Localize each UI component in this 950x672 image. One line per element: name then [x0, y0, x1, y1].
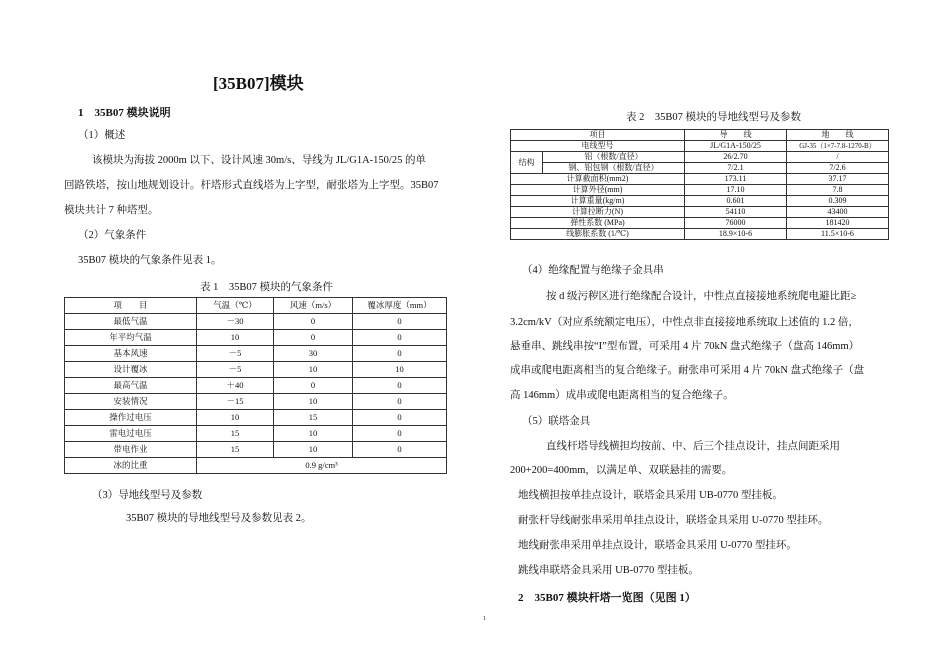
table-row: [511, 174, 889, 185]
table-cell: 15: [197, 442, 274, 458]
table-cell: 181420: [787, 218, 889, 229]
table-cell: 54110: [685, 207, 787, 218]
table-cell: 最高气温: [65, 378, 197, 394]
conductor-intro: 35B07 模块的导地线型号及参数见表 2。: [126, 513, 312, 524]
table-cell: 0: [353, 410, 447, 426]
fitting-line-6: 跳线串联塔金具采用 UB-0770 型挂板。: [518, 565, 699, 576]
subsection-fittings: （5）联塔金具: [522, 416, 591, 427]
table-header-cell: 项 目: [65, 298, 197, 314]
fitting-line-3: 地线横担按单挂点设计，联塔金具采用 UB-0770 型挂板。: [518, 490, 783, 501]
table-cell: 15: [274, 410, 353, 426]
table-header-cell: 导 线: [685, 130, 787, 141]
table-cell: 7.8: [787, 185, 889, 196]
table-cell: 17.10: [685, 185, 787, 196]
table-cell: 0: [353, 394, 447, 410]
table-row: [65, 442, 447, 458]
fitting-line-5: 地线耐张串采用单挂点设计，联塔金具采用 U-0770 型挂环。: [518, 540, 797, 551]
table-cell: 年平均气温: [65, 330, 197, 346]
table-cell: 10: [353, 362, 447, 378]
table-cell: /: [787, 152, 889, 163]
table-cell: 安装情况: [65, 394, 197, 410]
table-row: [511, 141, 889, 152]
table-cell: 冰的比重: [65, 458, 197, 474]
table-row: [65, 426, 447, 442]
subsection-insulation: （4）绝缘配置与绝缘子金具串: [522, 265, 664, 276]
table-cell: 10: [274, 394, 353, 410]
table-cell: 0: [353, 314, 447, 330]
table-row: [511, 152, 889, 163]
table-cell: GJ-35（1×7-7.8-1270-B）: [787, 141, 889, 152]
weather-intro: 35B07 模块的气象条件见表 1。: [78, 255, 222, 266]
table-1-caption: 表 1 35B07 模块的气象条件: [200, 282, 334, 293]
page-number: 1: [483, 616, 486, 622]
table-cell: 76000: [685, 218, 787, 229]
table-row: [65, 394, 447, 410]
table-header-cell: 气温（℃）: [197, 298, 274, 314]
table-cell: 电线型号: [511, 141, 685, 152]
insulation-line-4: 成串或爬电距离相当的复合绝缘子。耐张串可采用 4 片 70kN 盘式绝缘子（盘: [510, 365, 865, 376]
table-header-row: [511, 130, 889, 141]
table-cell: 线膨胀系数 (1/℃): [511, 229, 685, 240]
table-cell: 18.9×10-6: [685, 229, 787, 240]
table-cell: 0: [274, 314, 353, 330]
table-cell: 0.9 g/cm³: [197, 458, 447, 474]
table-row: [65, 330, 447, 346]
subsection-weather: （2）气象条件: [78, 230, 147, 241]
table-cell: －30: [197, 314, 274, 330]
table-cell: 10: [274, 442, 353, 458]
insulation-line-2: 3.2cm/kV（对应系统额定电压），中性点非直接接地系统取上述值的 1.2 倍，: [510, 317, 859, 328]
table-row: [65, 346, 447, 362]
table-cell: 0: [353, 346, 447, 362]
table-cell: 计算拉断力(N): [511, 207, 685, 218]
table-cell: 带电作业: [65, 442, 197, 458]
table-cell: 计算重量(kg/m): [511, 196, 685, 207]
table-cell: 15: [197, 426, 274, 442]
table-cell: 0.309: [787, 196, 889, 207]
table-row-ice-density: [65, 458, 447, 474]
insulation-line-3: 悬垂串、跳线串按“I”型布置，可采用 4 片 70kN 盘式绝缘子（盘高 146mm）: [510, 341, 860, 352]
insulation-line-1: 按 d 级污秽区进行绝缘配合设计，中性点直接接地系统爬电避比距≥: [546, 291, 857, 302]
table-cell: 37.17: [787, 174, 889, 185]
table-row: [65, 362, 447, 378]
subsection-conductor: （3）导地线型号及参数: [92, 490, 203, 501]
table-cell: 最低气温: [65, 314, 197, 330]
table-cell: 10: [274, 426, 353, 442]
page-title: [35B07]模块: [213, 74, 304, 93]
table-header-row: [65, 298, 447, 314]
table-row: [511, 163, 889, 174]
table-cell: 0: [353, 330, 447, 346]
table-cell: －15: [197, 394, 274, 410]
table-cell: 钢、铝包钢（根数/直径）: [543, 163, 685, 174]
table-cell: 0: [353, 426, 447, 442]
table-cell: 0.601: [685, 196, 787, 207]
fitting-line-4: 耐张杆导线耐张串采用单挂点设计，联塔金具采用 U-0770 型挂环。: [518, 515, 829, 526]
table-cell: 7/2.1: [685, 163, 787, 174]
table-row: [511, 207, 889, 218]
table-cell: 11.5×10-6: [787, 229, 889, 240]
table-cell: JL/G1A-150/25: [685, 141, 787, 152]
weather-table: [64, 297, 447, 474]
fitting-line-1: 直线杆塔导线横担均按前、中、后三个挂点设计，挂点间距采用: [546, 441, 840, 452]
overview-line-3: 模块共计 7 种塔型。: [64, 205, 159, 216]
table-header-cell: 地 线: [787, 130, 889, 141]
table-header-cell: 风速（m/s）: [274, 298, 353, 314]
table-header-cell: 项目: [511, 130, 685, 141]
table-cell: 30: [274, 346, 353, 362]
overview-line-1: 该模块为海拔 2000m 以下、设计风速 30m/s、导线为 JL/G1A-150/25 的单: [92, 155, 426, 166]
table-cell: 弹性系数 (MPa): [511, 218, 685, 229]
section-1-heading: 1 35B07 模块说明: [78, 107, 171, 119]
table-cell: 0: [353, 442, 447, 458]
table-cell: 结构: [511, 152, 543, 174]
table-cell: 10: [197, 330, 274, 346]
table-header-cell: 覆冰厚度（mm）: [353, 298, 447, 314]
table-cell: －5: [197, 362, 274, 378]
table-cell: 0: [274, 378, 353, 394]
table-2-caption: 表 2 35B07 模块的导地线型号及参数: [626, 112, 802, 123]
table-cell: 10: [274, 362, 353, 378]
table-row: [65, 314, 447, 330]
table-cell: ＋40: [197, 378, 274, 394]
table-cell: 10: [197, 410, 274, 426]
overview-line-2: 回路铁塔，按山地规划设计。杆塔形式直线塔为上字型，耐张塔为上字型。35B07: [64, 180, 439, 191]
table-cell: 基本风速: [65, 346, 197, 362]
table-cell: 173.11: [685, 174, 787, 185]
table-row: [65, 378, 447, 394]
table-row: [65, 410, 447, 426]
table-cell: 计算截面积(mm2): [511, 174, 685, 185]
table-cell: 操作过电压: [65, 410, 197, 426]
table-row: [511, 218, 889, 229]
table-cell: 43400: [787, 207, 889, 218]
insulation-line-5: 高 146mm）成串或爬电距离相当的复合绝缘子。: [510, 390, 734, 401]
table-cell: 26/2.70: [685, 152, 787, 163]
table-row: [511, 229, 889, 240]
table-cell: 铝（根数/直径）: [543, 152, 685, 163]
table-row: [511, 185, 889, 196]
table-row: [511, 196, 889, 207]
table-cell: 7/2.6: [787, 163, 889, 174]
table-cell: 0: [353, 378, 447, 394]
subsection-overview: （1）概述: [78, 130, 126, 141]
fitting-line-2: 200+200=400mm，以满足单、双联悬挂的需要。: [510, 465, 733, 476]
table-cell: 0: [274, 330, 353, 346]
conductor-table: [510, 129, 889, 240]
table-cell: －5: [197, 346, 274, 362]
section-2-heading: 2 35B07 模块杆塔一览图（见图 1）: [518, 592, 696, 604]
table-cell: 设计覆冰: [65, 362, 197, 378]
table-cell: 雷电过电压: [65, 426, 197, 442]
table-cell: 计算外径(mm): [511, 185, 685, 196]
